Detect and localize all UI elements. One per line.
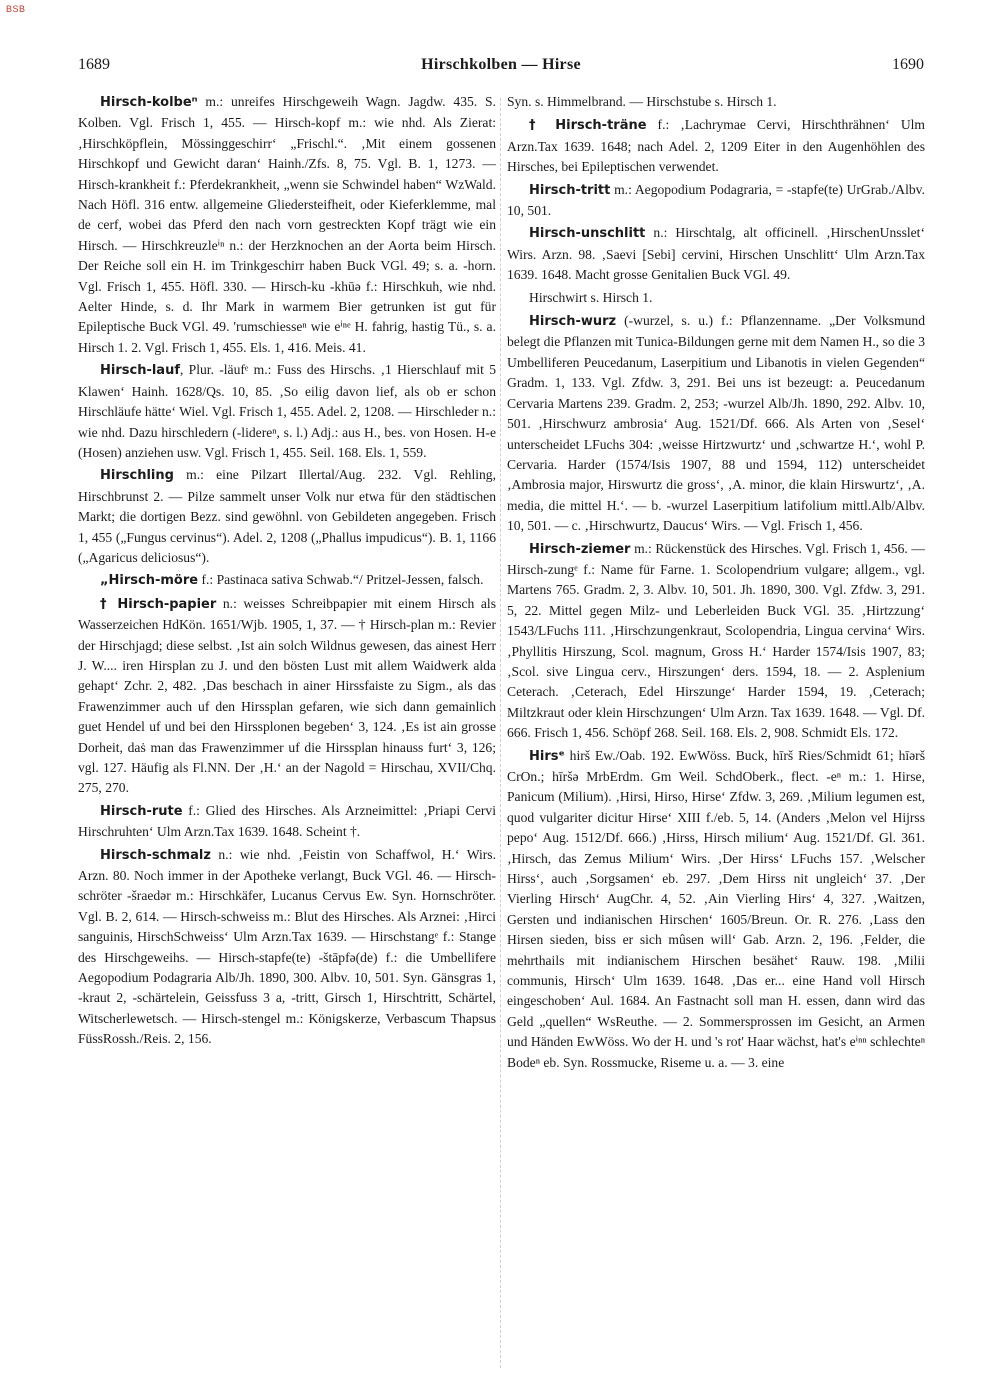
- entry-text: m.: Aegopodium Podagraria, = -stapfe(te) UrGrab./Albv. 10, 501.: [507, 181, 925, 219]
- entry-text: f.: Glied des Hirsches. Als Arzneimittel: ‚Priapi Cervi Hirschruhten‘ Ulm Arzn.Tax 1639. 1648. Scheint †.: [78, 802, 496, 840]
- left-column: [78, 92, 496, 1372]
- entry-headword: Hirsch-tritt: [529, 182, 611, 198]
- entry-text: m.: unreifes Hirschgeweih Wagn. Jagdw. 435. S. Kolben. Vgl. Frisch 1, 455. — Hirsch-kopf m.: wie nhd. Als Zierat: ‚Hirschköpflein, Mössinggeschirr‘ „Frischl.“. ‚Mit einem gossenen Hirschkopf und Gewicht daran‘ Hainh./Zfs. 8, 75. Vgl. B. 1, 1273. — Hirsch-krankheit f.: Pferdekrankheit, „wenn sie Schwindel haben“ WzWald. Nach Höfl. 316 entw. allgemeine Gliedersteifheit, oder Kieferklemme, mal de cerf, wobei das Pferd den nach vorn gestreckten Kopf trägt wie ein Hirsch. — Hirschkreuzleⁱⁿ n.: der Herzknochen an der Aorta beim Hirsch. Der Reiche soll ein H. im Trinkgeschirr haben Buck VGl. 49; s. a. -horn. Vgl. Frisch 1, 455. Höfl. 330. — Hirsch-ku -khūə f.: Hirschkuh, wie nhd. Aelter Hinde, s. d. Ihr Mark in warmem Bier getrunken ist gut für Epileptische Buck VGl. 49. 'rumschiesseⁿ wie eⁱⁿᵉ H. fahrig, hastig Tü., s. a. Hirsch 1. 2. Vgl. Frisch 1, 455. Els. 1, 416. Meis. 41.: [78, 94, 496, 355]
- entry-text: , Plur. -läufᵉ m.: Fuss des Hirschs. ‚1 Hierschlauf mit 5 Klawen‘ Hainh. 1628/Qs. 10, 85. ‚So eilig davon lief, als ob er schon Hirschläufe hätte‘ Wiel. Vgl. Frisch 1, 455. Adel. 2, 1208. — Hirschleder n.: wie nhd. Dazu hirschledern (-lidereⁿ, s. l.) Adj.: aus H., bes. von Hosen. H-e (Hosen) anziehen usw. Vgl. Frisch 1, 455. Seil. 168. Els. 1, 559.: [78, 362, 496, 460]
- page-header: [78, 56, 924, 80]
- entry-headword: Hirsch-unschlitt: [529, 226, 646, 242]
- entry-text: hirš Ew./Oab. 192. EwWöss. Buck, hīrš Ries/Schmidt 61; hīərš CrOn.; hīršə MrbErdm. Gm Weil. SchdOberk., flect. -eⁿ m.: 1. Hirse, Panicum (Milium). ‚Hirsi, Hirso, Hirse‘ Zfdw. 3, 269. ‚Milium legumen est, quod vulgariter dicitur Hirse‘ XIII f./eb. 5, 14. (Anders ‚Melon vel Hijrss pepo‘ Aug. 1512/Df. 666.) ‚Hirss, Hirsch milium‘ Aug. 1521/Df. Gl. 361. ‚Hirsch, das Zemus Milium‘ Wirs. ‚Der Hirss‘ LFuchs 157. ‚Welscher Hirss‘, auch ‚Sorgsamen‘ eb. 297. ‚Dem Hirss nit ungleich‘ 37. ‚Der Vierling Hirsch‘ AugChr. 4, 52. ‚Ain Vierling Hirs‘ 4, 327. ‚Waitzen, Gersten und indianischen Hirschen‘ 1605/Breun. Or. R. 276. ‚Lass den Hirsen sieden, biss er sich mûsen will‘ Gab. Arzn. 2, 196. ‚Felder, die mehrthails mit indianischem Hirschen besähet‘ Rauw. 198. ‚Milii communis, Hirsch‘ Ulm 1639. 1648. ‚Das er... eine Hand voll Hirsch eingeschoben‘ Aul. 1684. An Fastnacht soll man H. essen, dann wird das Geld „quellen“ WsReuthe. — 2. Sommersprossen im Gesicht, an Armen und Händen EwWöss. Wo der H. und 's rot' Haar wächst, hat's eⁱⁿⁿ schlechteⁿ Bodeⁿ eb. Syn. Rossmucke, Riseme u. a. — 3. eine: [507, 747, 925, 1070]
- column-divider: [500, 98, 501, 1368]
- entry-headword: Hirsch-ziemer: [529, 541, 631, 557]
- library-watermark: BSB: [6, 4, 26, 14]
- entry-text: m.: Rückenstück des Hirsches. Vgl. Frisch 1, 456. — Hirsch-zungᵉ f.: Name für Farne. 1. Scolopendrium vulgare; allgem., vgl. Martens 765. Gradm. 2, 3. Albv. 10, 501. Jh. 1890, 300. Vgl. Zfdw. 3, 291. 5, 22. Mittel gegen Milz- und Leberleiden Buck VGl. 35. ‚Hirtzzung‘ 1543/LFuchs 111. ‚Hirschzungenkraut, Scolopendria, Lingua cervina‘ Wirs. ‚Phyllitis Hirszung, Scol. magnum, Gross H.‘ Harder 1574/Isis 1907, 83; ‚Scol. sive Lingua cerv., Hirszungen‘ ders. 1594, 18. — 2. Asplenium Ceterach. ‚Ceterach, Edel Hirszunge‘ Harder 1594, 19. ‚Ceterach; Miltzkraut oder klein Hirschzungen‘ Ulm Arzn. Tax 1639. 1648. — Vgl. Df. 666. Frisch 1, 456. Schöpf 268. Seil. 168. Els. 2, 908. Schmidt Els. 172.: [507, 540, 925, 741]
- entry-headword: Hirsch-wurz: [529, 314, 617, 330]
- running-title: Hirschkolben — Hirse: [421, 56, 581, 73]
- entry-headword: Hirsch-schmalz: [100, 847, 211, 863]
- entry-text: n.: wie nhd. ‚Feistin von Schaffwol, H.‘ Wirs. Arzn. 80. Noch immer in der Apotheke verlangt, Buck VGl. 46. — Hirsch-schröter -šraedər m.: Hirschkäfer, Lucanus Cervus Ew. Syn. Hornschröter. Vgl. B. 2, 614. — Hirsch-schweiss m.: Blut des Hirsches. Als Arznei: ‚Hirci sanguinis, HirschSchweiss‘ Ulm Arzn.Tax 1639. — Hirschstangᵉ f.: Stange des Hirschgeweihs. — Hirsch-stapfe(te) -štāpfə(de) f.: die Umbellifere Aegopodium Podagraria Alb/Jh. 1890, 300. Albv. 10, 501. Syn. Gänsgras 1, -kraut 2, -schärtelein, Geissfuss 3 a, -tritt, Girsch 1, Hirschtritt, Schärtel, Witscherlewetsch. — Hirsch-stengel m.: Königskerze, Verbascum Thapsus FüssRossh./Reis. 2, 156.: [78, 846, 496, 1047]
- page-number-right: 1690: [892, 56, 924, 73]
- entry-headword: Hirschling: [100, 468, 174, 484]
- entry-headword: † Hirsch-träne: [529, 118, 647, 134]
- entry-text: (-wurzel, s. u.) f.: Pflanzenname. „Der Volksmund belegt die Pflanzen mit Tunica-Bildungen gerne mit dem Namen H., so die 3 Umbelliferen Peucedanum, Laserpitium und Libanotis in vielen Gegenden“ Gradm. 1, 133. Vgl. Zfdw. 3, 291. Bei uns ist bezeugt: a. Peucedanum Cervaria Martens 239. Gradm. 2, 253; -wurzel Alb/Jh. 1890, 292. Albv. 10, 501. ‚Hirschwurz ambrosia‘ Aug. 1521/Df. 666. Als Arten von ‚Sesel‘ unterscheidet LFuchs 304: ‚weisse Hirtzwurtz‘ und ‚schwartze H.‘, wohl P. Cervaria. Harder (1574/Isis 1907, 88 und 1594, 112) unterscheidet ‚Ambrosia major, Hirswurtz die gross‘, ‚A. minor, die klain Hirswurtz‘, ‚A. media, die mittel H.‘. — b. -wurzel Laserpitium latifolium mittl.Alb/Albv. 10, 501. — c. ‚Hirschwurtz, Daucus‘ Wirs. — Vgl. Frisch 1, 456.: [507, 313, 925, 534]
- entry-text: Syn. s. Himmelbrand. — Hirschstube s. Hirsch 1.: [507, 94, 777, 109]
- entry-text: f.: Pastinaca sativa Schwab.“/ Pritzel-Jessen, falsch.: [198, 572, 484, 588]
- right-column: [507, 92, 925, 1372]
- page-number-left: 1689: [78, 56, 110, 73]
- entry-text: n.: Hirschtalg, alt officinell. ‚HirschenUnsslet‘ Wirs. Arzn. 98. ‚Saevi [Sebi] cervini, Hirschen Unschlitt‘ Ulm Arzn.Tax 1639. 1648. Macht grosse Genitalien Buck VGl. 49.: [507, 225, 925, 283]
- entry-headword: Hirsch-lauf: [100, 363, 180, 379]
- entry-text: n.: weisses Schreibpapier mit einem Hirsch als Wasserzeichen HdKön. 1651/Wjb. 1905, 1, 37. — † Hirsch-plan m.: Revier der Hirschjagd; diese selbst. ‚Ist ain solch Wildnus gewesen, das ainest Herr J. W.... iren Hirsplan zu J. und den bösten Lust mit allem Waidwerk alda gehapt‘ Zchr. 2, 482. ‚Das beschach in ainer Hirssfaiste zu Sigm., als das Frawenzimmer auch uf den Hirssplan gefaren, wie sich dann gemainlich guet Hendel uf und bei den Hirssplonen begeben‘ 3, 124. ‚Es ist ain grosse Dorheit, daṡ man das Frawenzimmer uf die Hirssplan hinauss furt‘ 3, 126; vgl. 127. Häufig als Fl.NN. Der ‚H.‘ an der Nagold = Hirschau, XVII/Chq. 275, 270.: [78, 595, 496, 796]
- entry-text: Hirschwirt s. Hirsch 1.: [529, 289, 653, 305]
- entry-text: m.: eine Pilzart Illertal/Aug. 232. Vgl. Rehling, Hirschbrunst 2. — Pilze sammelt unser Volk nur etwa für den städtischen Markt; die dortigen Bezz. sind gewöhnl. von Gebildeten angegeben. Frisch 1, 455 („Fungus cervinus“). Adel. 2, 1208 („Phallus impudicus“). B. 1, 1166 („Agaricus deliciosus“).: [78, 467, 496, 565]
- entry-headword: Hirsᵉ: [529, 748, 565, 764]
- entry-headword: † Hirsch-papier: [100, 596, 217, 612]
- entry-headword: Hirsch-rute: [100, 803, 183, 819]
- entry-headword: „Hirsch-möre: [100, 573, 199, 589]
- entry-text: f.: ‚Lachrymae Cervi, Hirschthrähnen‘ Ulm Arzn.Tax 1639. 1648; nach Adel. 2, 1209 Eiter in den Augenhöhlen des Hirsches, bei Epileptischen verwendet.: [507, 117, 925, 175]
- entry-headword: Hirsch-kolbeⁿ: [100, 95, 198, 110]
